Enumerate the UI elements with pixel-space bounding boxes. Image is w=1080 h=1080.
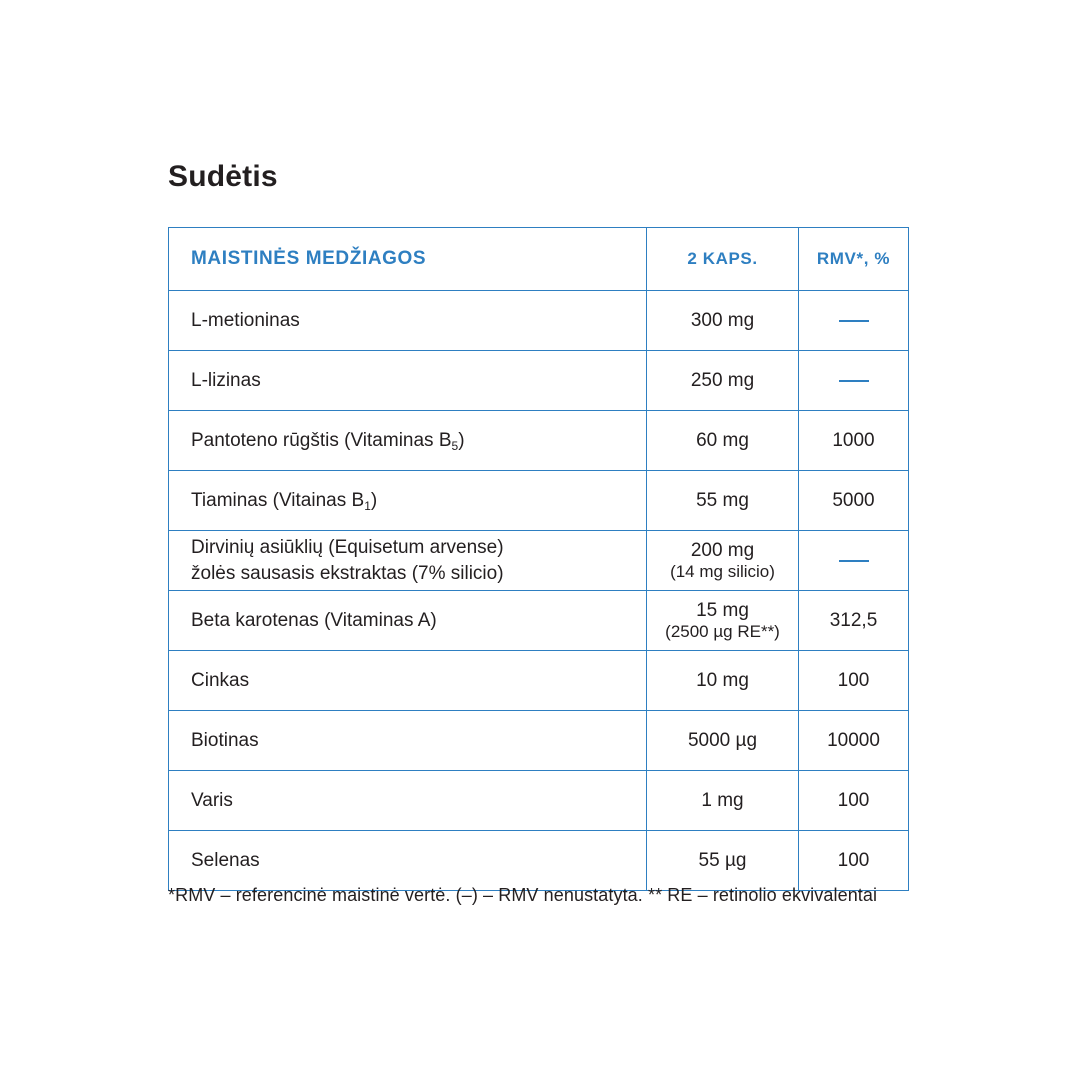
rmv-cell: [799, 591, 909, 651]
nutrition-table: [168, 227, 909, 891]
dose-value: 200 mg: [690, 539, 755, 561]
rmv-not-established-dash-icon: [839, 320, 869, 322]
nutrient-name: Tiaminas (Vitainas $B_1$): [191, 489, 378, 513]
rmv-cell: [799, 711, 909, 771]
table-row: [169, 471, 909, 531]
nutrient-name-cell: [169, 591, 647, 651]
rmv-value: 100: [837, 669, 870, 691]
dose-cell: [647, 651, 799, 711]
rmv-cell: [799, 651, 909, 711]
rmv-value: 10000: [827, 729, 880, 751]
table-row: [169, 771, 909, 831]
column-header-rmv: RMV*, %: [799, 228, 909, 291]
nutrient-name: Biotinas: [191, 729, 259, 751]
nutrient-name-line2: žolės sausasis ekstraktas (7% silicio): [191, 562, 504, 584]
nutrient-name-cell: [169, 351, 647, 411]
table-row: [169, 711, 909, 771]
dose-value: 15 mg: [696, 599, 749, 621]
dose-value: 300 mg: [690, 309, 755, 331]
table-row: [169, 411, 909, 471]
rmv-value: 100: [837, 849, 870, 871]
nutrient-name: Varis: [191, 789, 233, 811]
dose-cell: [647, 591, 799, 651]
nutrient-name-cell: [169, 471, 647, 531]
nutrient-name: Pantoteno rūgštis (Vitaminas $B_5$): [191, 429, 465, 453]
rmv-value: 100: [837, 789, 870, 811]
dose-cell: [647, 711, 799, 771]
rmv-cell: [799, 471, 909, 531]
rmv-value: 312,5: [829, 609, 878, 631]
nutrient-name-cell: [169, 531, 647, 591]
rmv-cell: [799, 291, 909, 351]
rmv-cell: [799, 411, 909, 471]
rmv-cell: [799, 771, 909, 831]
dose-value: 250 mg: [690, 369, 755, 391]
dose-subvalue: (2500 µg RE**): [665, 621, 780, 641]
table-row: [169, 831, 909, 891]
rmv-not-established-dash-icon: [839, 560, 869, 562]
rmv-cell: [799, 531, 909, 591]
nutrient-name-cell: [169, 411, 647, 471]
table-row: [169, 291, 909, 351]
dose-cell: [647, 831, 799, 891]
dose-value: 1 mg: [701, 789, 744, 811]
nutrient-name: L-lizinas: [191, 369, 261, 391]
dose-value: 55 µg: [698, 849, 747, 871]
dose-cell: [647, 351, 799, 411]
table-row: [169, 651, 909, 711]
dose-value: 60 mg: [696, 429, 749, 451]
table-body: [169, 291, 909, 891]
table-row: [169, 531, 909, 591]
nutrient-name-cell: [169, 291, 647, 351]
nutrient-name: Selenas: [191, 849, 260, 871]
dose-subvalue: (14 mg silicio): [670, 561, 775, 581]
table-row: [169, 591, 909, 651]
nutrient-name: Cinkas: [191, 669, 250, 691]
table-footnote: *RMV – referencinė maistinė vertė. (–) – RMV nenustatyta. ** RE – retinolio ekvivalentai: [168, 885, 878, 905]
dose-value: 55 mg: [696, 489, 749, 511]
dose-cell: [647, 411, 799, 471]
dose-cell: [647, 771, 799, 831]
table-row: [169, 351, 909, 411]
column-header-dose: 2 KAPS.: [647, 228, 799, 291]
dose-cell: [647, 471, 799, 531]
nutrition-table-container: [168, 227, 908, 891]
nutrient-name: Beta karotenas (Vitaminas A): [191, 609, 437, 631]
nutrient-name-cell: [169, 711, 647, 771]
nutrient-name-cell: [169, 651, 647, 711]
dose-cell: [647, 531, 799, 591]
nutrient-name-cell: [169, 771, 647, 831]
column-header-nutrients: MAISTINĖS MEDŽIAGOS: [169, 228, 647, 291]
nutrient-name: Dirvinių asiūklių (Equisetum arvense): [191, 537, 504, 559]
rmv-cell: [799, 831, 909, 891]
rmv-not-established-dash-icon: [839, 380, 869, 382]
table-header-row: [169, 228, 909, 291]
rmv-value: 5000: [832, 489, 875, 511]
dose-value: 5000 µg: [687, 729, 758, 751]
dose-cell: [647, 291, 799, 351]
page-title: Sudėtis: [168, 160, 278, 193]
nutrient-name-cell: [169, 831, 647, 891]
table-header: [169, 228, 909, 291]
rmv-value: 1000: [832, 429, 875, 451]
dose-value: 10 mg: [696, 669, 749, 691]
nutrient-name: L-metioninas: [191, 309, 300, 331]
rmv-cell: [799, 351, 909, 411]
